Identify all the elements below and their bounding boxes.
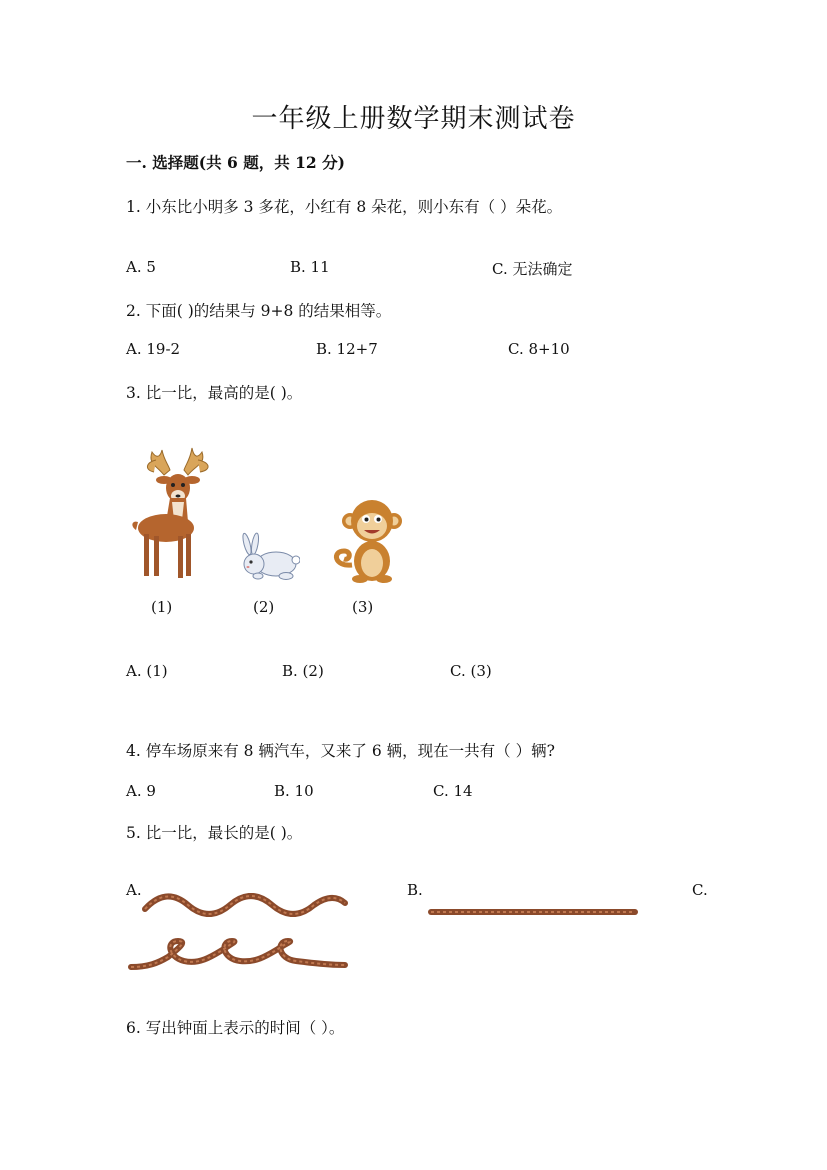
q3-option-b[interactable]: B. (2) <box>282 662 324 680</box>
image-label-2: (2) <box>253 598 275 616</box>
q4-option-c[interactable]: C. 14 <box>433 782 473 800</box>
q2-option-a[interactable]: A. 19-2 <box>126 340 181 358</box>
rabbit-image <box>238 530 300 584</box>
straight-rope-image <box>428 906 638 918</box>
question-6: 6. 写出钟面上表示的时间（ ）。 <box>126 1019 345 1037</box>
wavy-rope-image <box>142 893 348 917</box>
q2-option-c[interactable]: C. 8+10 <box>508 340 570 358</box>
section-heading: 一. 选择题(共 6 题，共 12 分) <box>126 153 345 172</box>
question-4: 4. 停车场原来有 8 辆汽车，又来了 6 辆，现在一共有（ ）辆? <box>126 742 555 760</box>
q4-option-a[interactable]: A. 9 <box>126 782 156 800</box>
page-title: 一年级上册数学期末测试卷 <box>251 104 576 134</box>
q4-option-b[interactable]: B. 10 <box>274 782 314 800</box>
question-1: 1. 小东比小明多 3 多花，小红有 8 朵花，则小东有（ ）朵花。 <box>126 198 563 216</box>
image-label-3: (3) <box>352 598 374 616</box>
q3-option-c[interactable]: C. (3) <box>450 662 492 680</box>
q1-option-a[interactable]: A. 5 <box>126 258 156 276</box>
question-3: 3. 比一比，最高的是( )。 <box>126 384 303 402</box>
q5-option-a[interactable]: A. <box>126 881 142 899</box>
q1-option-b[interactable]: B. 11 <box>290 258 330 276</box>
question-2: 2. 下面( )的结果与 9+8 的结果相等。 <box>126 302 392 320</box>
q1-option-c[interactable]: C. 无法确定 <box>492 260 573 278</box>
question-5: 5. 比一比，最长的是( )。 <box>126 824 303 842</box>
image-label-1: (1) <box>151 598 173 616</box>
looped-rope-image <box>128 937 348 975</box>
q2-option-b[interactable]: B. 12+7 <box>316 340 378 358</box>
q5-option-b[interactable]: B. <box>407 881 423 899</box>
monkey-image <box>330 495 402 585</box>
q3-option-a[interactable]: A. (1) <box>126 662 168 680</box>
q5-option-c[interactable]: C. <box>692 881 708 899</box>
deer-image <box>126 440 226 585</box>
